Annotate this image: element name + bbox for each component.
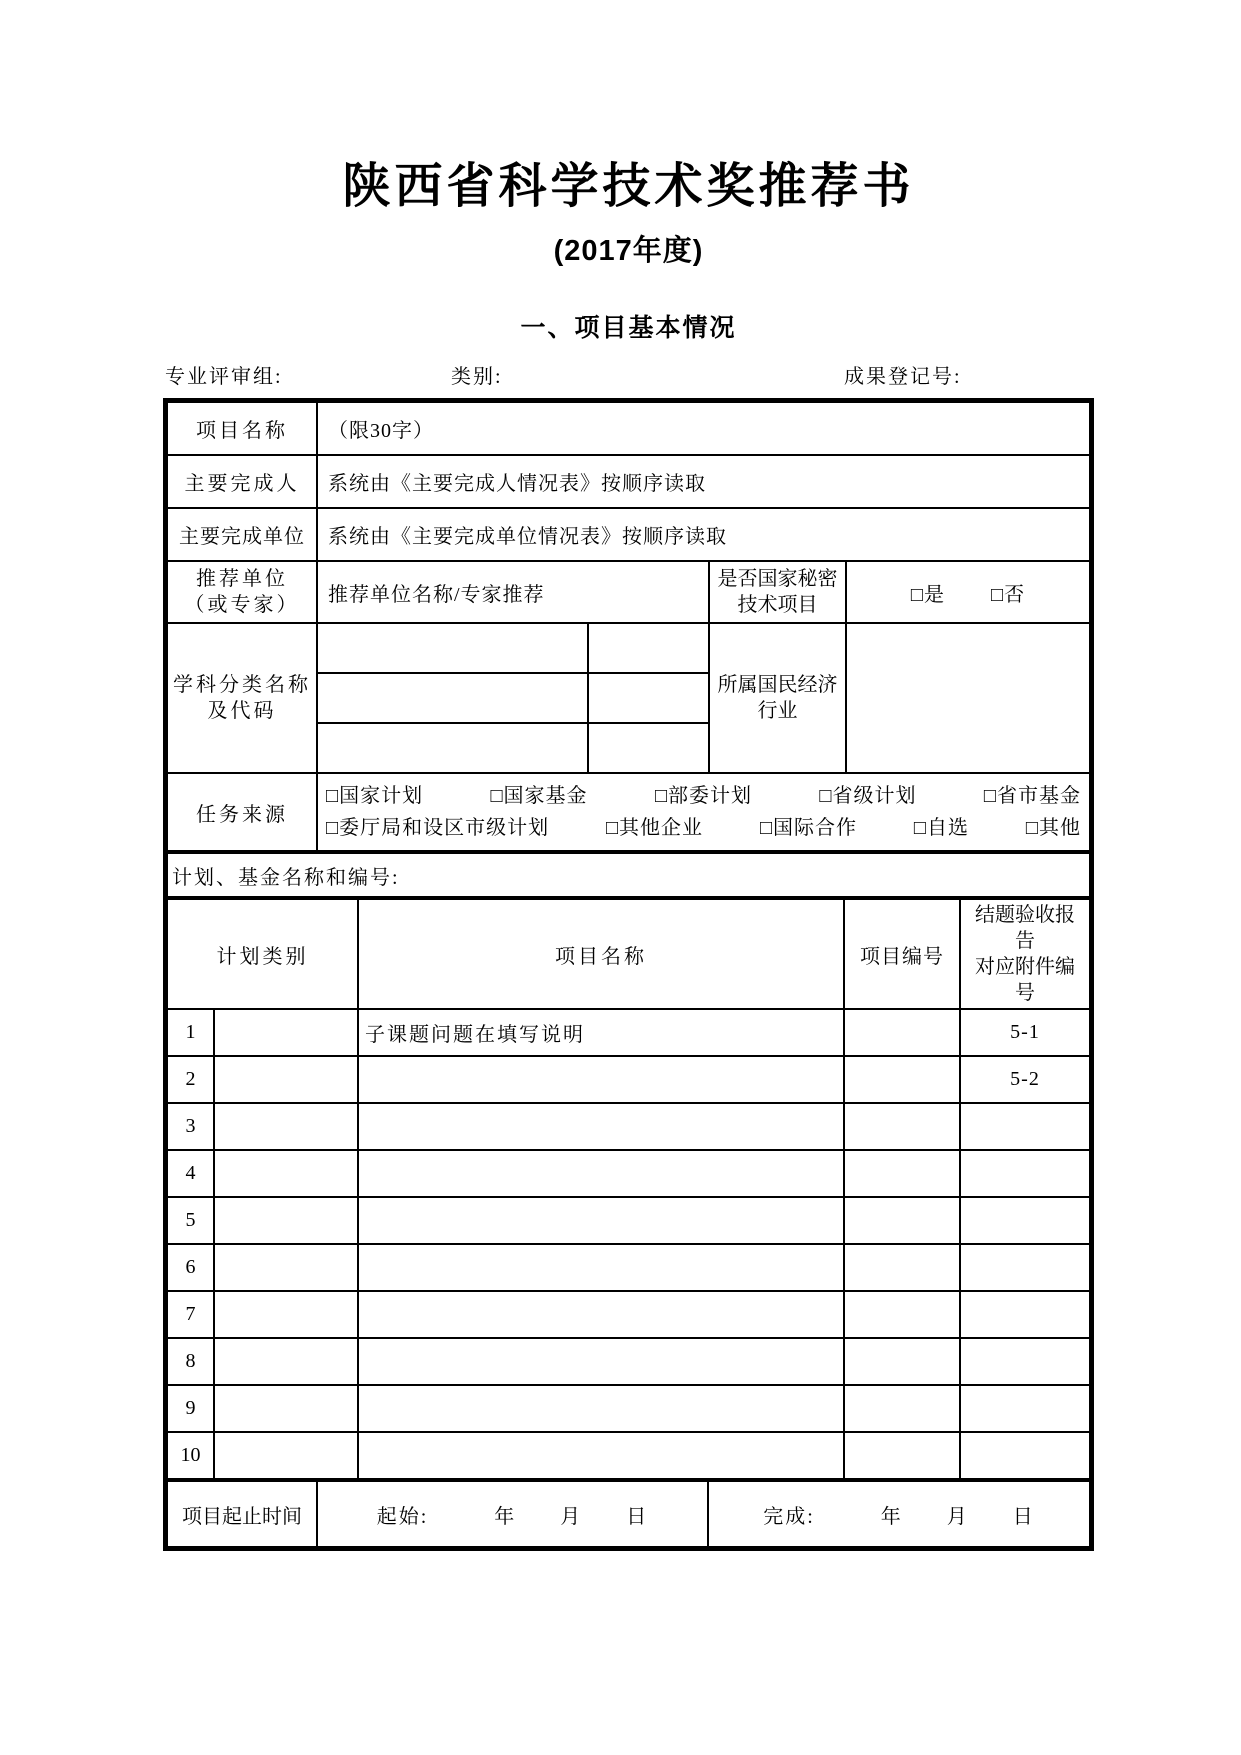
plan-category-header: 计划类别: [167, 899, 358, 1009]
project-name-field[interactable]: （限30字）: [317, 402, 1090, 455]
task-source-label: 任务来源: [167, 773, 317, 851]
plan-attachment-cell[interactable]: [960, 1338, 1090, 1385]
plan-row-6: [167, 1244, 1090, 1291]
plan-attachment-header-line2: 对应附件编号: [975, 956, 1075, 1004]
plan-name-cell[interactable]: [358, 1385, 844, 1432]
secret-project-label: [709, 561, 846, 623]
recommender-label-line1: 推荐单位: [196, 568, 288, 590]
discipline-label-line2: 及代码: [207, 700, 277, 722]
economy-label-line1: 所属国民经济: [717, 674, 838, 696]
secret-no-checkbox[interactable]: □否: [991, 583, 1026, 606]
registration-number-label: 成果登记号:: [844, 366, 962, 388]
form-frame: [163, 398, 1094, 1551]
plan-number-cell[interactable]: [844, 1338, 960, 1385]
plan-number-header: 项目编号: [844, 899, 960, 1009]
checkbox-national-fund[interactable]: □国家基金: [490, 785, 588, 807]
plan-row-number: 2: [167, 1056, 214, 1103]
plan-category-cell[interactable]: [214, 1056, 358, 1103]
plan-category-cell[interactable]: [214, 1338, 358, 1385]
plan-category-cell[interactable]: [214, 1197, 358, 1244]
task-source-row: [167, 773, 1090, 851]
document-subtitle: (2017年度): [553, 235, 704, 267]
plan-category-cell[interactable]: [214, 1150, 358, 1197]
task-source-line2: [326, 812, 1081, 844]
recommender-field[interactable]: 推荐单位名称/专家推荐: [317, 561, 709, 623]
plan-row-8: [167, 1338, 1090, 1385]
project-duration-label: 项目起止时间: [167, 1481, 317, 1547]
discipline-code-field-3[interactable]: [588, 723, 709, 773]
plan-name-cell[interactable]: [358, 1197, 844, 1244]
checkbox-bureau-city-plan[interactable]: □委厅局和设区市级计划: [326, 817, 550, 839]
plan-row-3: [167, 1103, 1090, 1150]
plan-row-number: 8: [167, 1338, 214, 1385]
plan-name-cell[interactable]: [358, 1244, 844, 1291]
plan-number-cell[interactable]: [844, 1291, 960, 1338]
plan-row-number: 5: [167, 1197, 214, 1244]
plan-number-cell[interactable]: [844, 1197, 960, 1244]
plan-row-4: [167, 1150, 1090, 1197]
project-duration-table: [166, 1480, 1091, 1548]
plan-attachment-cell[interactable]: [960, 1244, 1090, 1291]
discipline-name-field-3[interactable]: [317, 723, 588, 773]
plan-name-cell[interactable]: 子课题问题在填写说明: [358, 1009, 844, 1056]
document-title: 陕西省科学技术奖推荐书: [342, 160, 915, 213]
discipline-code-field-2[interactable]: [588, 673, 709, 723]
plan-section-label-table: [166, 852, 1091, 898]
plan-number-cell[interactable]: [844, 1103, 960, 1150]
plan-attachment-cell[interactable]: 5-2: [960, 1056, 1090, 1103]
plan-category-cell[interactable]: [214, 1291, 358, 1338]
plan-row-10: [167, 1432, 1090, 1479]
plan-name-cell[interactable]: [358, 1056, 844, 1103]
category-label: 类别:: [451, 366, 503, 388]
project-end-date-field[interactable]: 完成: 年 月 日: [708, 1481, 1090, 1547]
secret-yes-checkbox[interactable]: □是: [910, 583, 945, 606]
secret-choice-cell: [846, 561, 1090, 623]
checkbox-self-selected[interactable]: □自选: [913, 817, 969, 839]
main-units-field[interactable]: 系统由《主要完成单位情况表》按顺序读取: [317, 508, 1090, 561]
checkbox-other[interactable]: □其他: [1025, 817, 1081, 839]
plan-name-cell[interactable]: [358, 1291, 844, 1338]
plan-attachment-cell[interactable]: [960, 1432, 1090, 1479]
plan-section-label: 计划、基金名称和编号:: [167, 853, 1090, 897]
economy-industry-label: [709, 623, 846, 773]
main-completers-row: [167, 455, 1090, 508]
plan-row-number: 7: [167, 1291, 214, 1338]
plan-number-cell[interactable]: [844, 1009, 960, 1056]
plan-category-cell[interactable]: [214, 1244, 358, 1291]
discipline-label: [167, 623, 317, 773]
plan-category-cell[interactable]: [214, 1009, 358, 1056]
plan-row-7: [167, 1291, 1090, 1338]
plan-attachment-cell[interactable]: [960, 1385, 1090, 1432]
project-name-label: 项目名称: [167, 402, 317, 455]
plan-number-cell[interactable]: [844, 1244, 960, 1291]
discipline-label-line1: 学科分类名称: [173, 674, 311, 696]
plan-row-2: [167, 1056, 1090, 1103]
plan-row-number: 4: [167, 1150, 214, 1197]
economy-industry-field[interactable]: [846, 623, 1090, 773]
project-name-row: [167, 402, 1090, 455]
plan-name-cell[interactable]: [358, 1150, 844, 1197]
secret-label-line1: 是否国家秘密: [717, 568, 838, 590]
plan-table-header-row: [167, 899, 1090, 1009]
plan-number-cell[interactable]: [844, 1432, 960, 1479]
project-duration-row: [167, 1481, 1090, 1547]
discipline-name-field-1[interactable]: [317, 623, 588, 673]
main-completers-field[interactable]: 系统由《主要完成人情况表》按顺序读取: [317, 455, 1090, 508]
checkbox-national-plan[interactable]: □国家计划: [326, 785, 424, 807]
checkbox-ministry-plan[interactable]: □部委计划: [654, 785, 753, 807]
discipline-code-field-1[interactable]: [588, 623, 709, 673]
plan-table: [166, 898, 1091, 1480]
plan-attachment-cell[interactable]: [960, 1197, 1090, 1244]
checkbox-other-enterprise[interactable]: □其他企业: [605, 817, 704, 839]
plan-number-cell[interactable]: [844, 1385, 960, 1432]
economy-label-line2: 行业: [757, 700, 798, 722]
secret-label-line2: 技术项目: [737, 594, 818, 616]
main-completers-label: 主要完成人: [167, 455, 317, 508]
checkbox-international-cooperation[interactable]: □国际合作: [759, 817, 858, 839]
plan-category-cell[interactable]: [214, 1385, 358, 1432]
plan-attachment-cell[interactable]: [960, 1291, 1090, 1338]
section-heading: 一、项目基本情况: [520, 314, 737, 342]
meta-line: [163, 360, 1094, 388]
plan-name-cell[interactable]: [358, 1103, 844, 1150]
plan-row-number: 3: [167, 1103, 214, 1150]
plan-category-cell[interactable]: [214, 1103, 358, 1150]
plan-row-number: 6: [167, 1244, 214, 1291]
plan-attachment-header-line1: 结题验收报告: [975, 904, 1075, 952]
plan-row-5: [167, 1197, 1090, 1244]
project-info-table: [166, 401, 1091, 852]
plan-row-number: 10: [167, 1432, 214, 1479]
plan-attachment-header: [960, 899, 1090, 1009]
recommender-row: [167, 561, 1090, 623]
plan-name-header: 项目名称: [358, 899, 844, 1009]
plan-row-1: [167, 1009, 1090, 1056]
plan-category-cell[interactable]: [214, 1432, 358, 1479]
recommender-label: [167, 561, 317, 623]
plan-row-number: 1: [167, 1009, 214, 1056]
plan-attachment-cell[interactable]: [960, 1103, 1090, 1150]
plan-name-cell[interactable]: [358, 1432, 844, 1479]
discipline-name-field-2[interactable]: [317, 673, 588, 723]
project-start-date-field[interactable]: 起始: 年 月 日: [317, 1481, 708, 1547]
recommender-label-line2: （或专家）: [184, 594, 300, 616]
task-source-options: [317, 773, 1090, 851]
plan-row-number: 9: [167, 1385, 214, 1432]
plan-attachment-cell[interactable]: [960, 1150, 1090, 1197]
main-units-label: 主要完成单位: [167, 508, 317, 561]
checkbox-province-plan[interactable]: □省级计划: [819, 785, 917, 807]
plan-name-cell[interactable]: [358, 1338, 844, 1385]
checkbox-province-city-fund[interactable]: □省市基金: [983, 785, 1081, 807]
review-group-label: 专业评审组:: [165, 366, 283, 388]
plan-number-cell[interactable]: [844, 1150, 960, 1197]
plan-row-9: [167, 1385, 1090, 1432]
plan-attachment-cell[interactable]: 5-1: [960, 1009, 1090, 1056]
main-units-row: [167, 508, 1090, 561]
task-source-line1: [326, 780, 1081, 812]
plan-number-cell[interactable]: [844, 1056, 960, 1103]
document-content: [163, 0, 1094, 1551]
discipline-row-1: [167, 623, 1090, 673]
